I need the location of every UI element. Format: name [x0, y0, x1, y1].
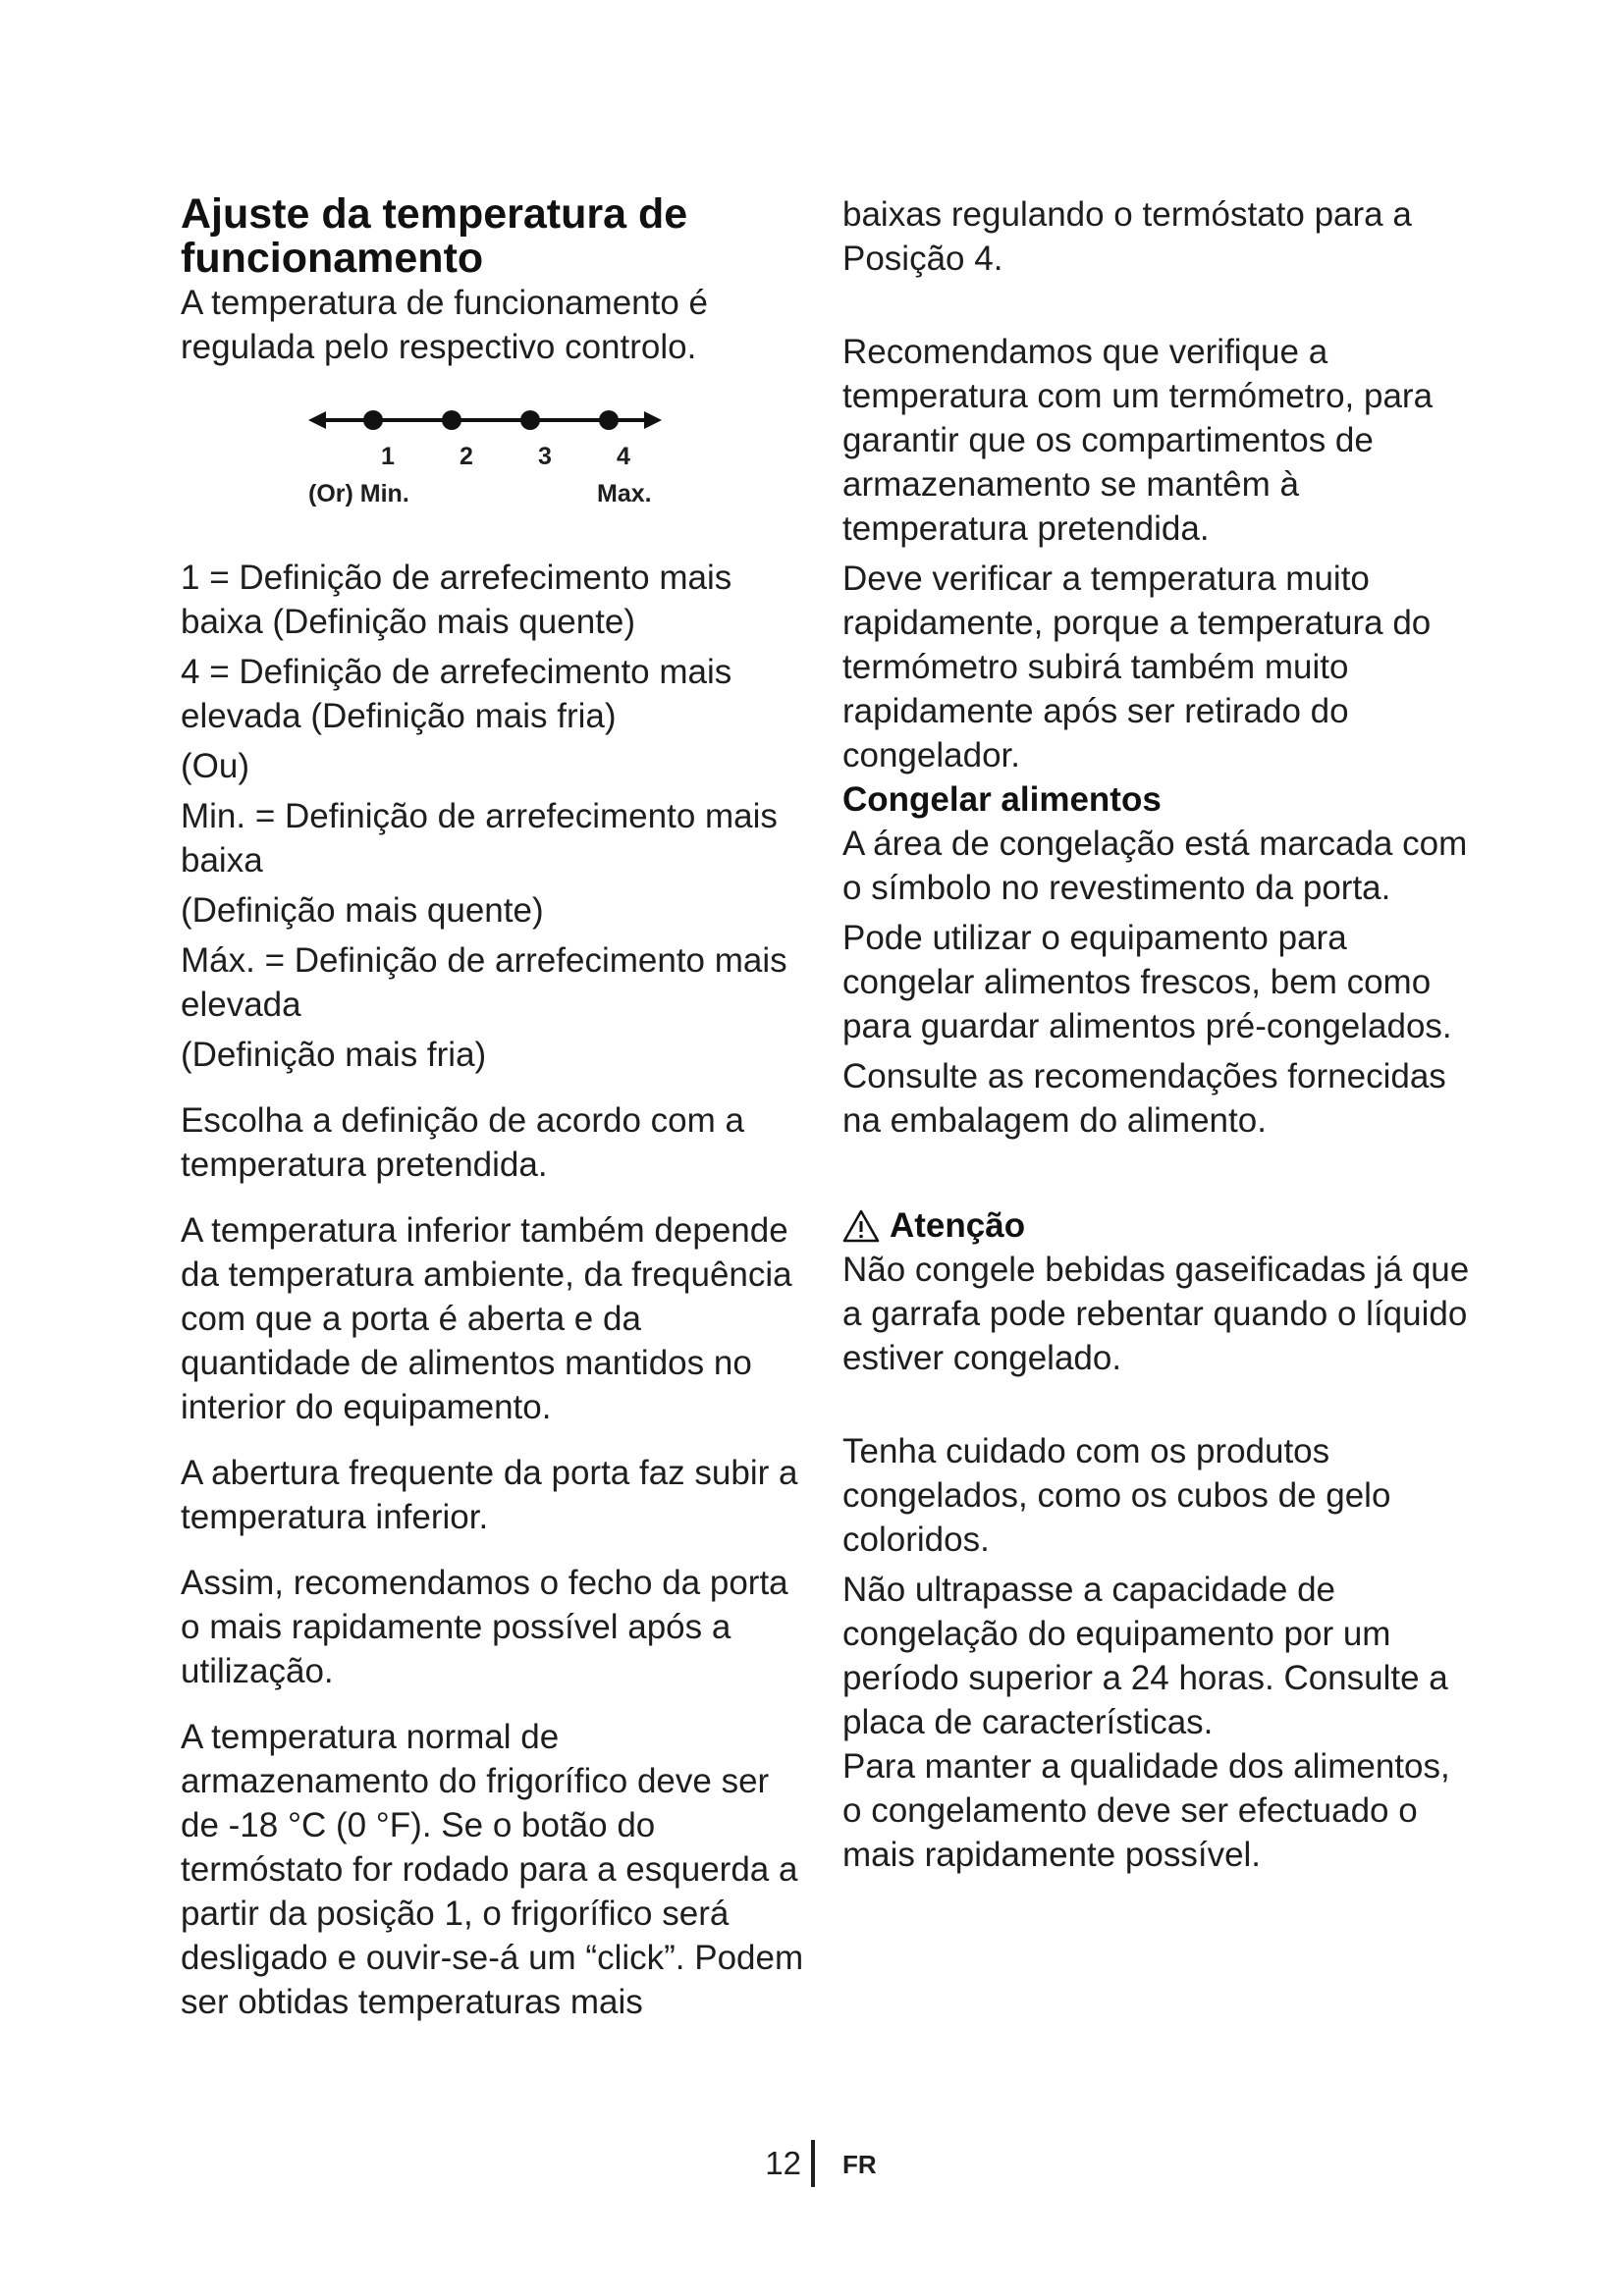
warning-paragraph: Não congele bebidas gaseificadas já que a garrafa pode rebentar quando o líquido estiver congelado. [842, 1251, 1470, 1377]
language-code: FR [842, 2150, 877, 2179]
consult-package-paragraph: Consulte as recomendações fornecidas na embalagem do alimento. [842, 1057, 1446, 1140]
thermostat-scale-diagram [181, 369, 809, 556]
section-heading: Ajuste da temperatura de funcionamento [181, 190, 688, 282]
min-definition: Min. = Definição de arrefecimento mais baixa [181, 797, 778, 880]
thermometer-paragraph: Recomendamos que verifique a temperatura com um termómetro, para garantir que os compartimentos de armazenamento se mantêm à temperatura pretendida. [842, 333, 1434, 548]
max-definition-note: (Definição mais fria) [181, 1036, 487, 1074]
lower-temperature-paragraph: A temperatura inferior também depende da temperatura ambiente, da frequência com que a porta é aberta e da quantidade de alimentos mantidos no interior do equipamento. [181, 1211, 792, 1426]
warning-triangle-icon [842, 1209, 880, 1243]
freeze-area-paragraph: A área de congelação está marcada com o símbolo no revestimento da porta. [842, 825, 1468, 907]
page-number: 12 [765, 2145, 801, 2181]
min-definition-note: (Definição mais quente) [181, 891, 544, 930]
page-footer [0, 2140, 1624, 2189]
scale-number-1: 1 [381, 443, 395, 470]
check-fast-paragraph: Deve verificar a temperatura muito rapidamente, porque a temperatura do termómetro subirá também muito rapidamente após ser retirado do congelador. [842, 560, 1432, 774]
definition-4: 4 = Definição de arrefecimento mais elevada (Definição mais fria) [181, 653, 732, 735]
freeze-use-paragraph: Pode utilizar o equipamento para congelar alimentos frescos, bem como para guardar alimentos pré-congelados. [842, 919, 1452, 1045]
freeze-food-heading: Congelar alimentos [842, 780, 1162, 819]
right-column [842, 192, 1471, 1877]
definition-1: 1 = Definição de arrefecimento mais baixa (Definição mais quente) [181, 559, 732, 641]
max-definition: Máx. = Definição de arrefecimento mais elevada [181, 941, 787, 1024]
footer-divider [811, 2140, 815, 2187]
scale-number-3: 3 [538, 443, 552, 470]
warning-heading-row [842, 1203, 1471, 1248]
left-column [181, 192, 809, 2024]
intro-paragraph: A temperatura de funcionamento é regulada pelo respectivo controlo. [181, 284, 709, 366]
choose-paragraph: Escolha a definição de acordo com a temperatura pretendida. [181, 1101, 744, 1184]
thermostat-scale-line [308, 400, 662, 440]
scale-number-4: 4 [617, 443, 630, 470]
normal-temperature-paragraph: A temperatura normal de armazenamento do frigorífico deve ser de -18 °C (0 °F). Se o botão do termóstato for rodado para a esquerda a partir da posição 1, o frigorífico será desligado e ouvir-se-á um “click”. Podem ser obtidas temperaturas mais [181, 1718, 804, 2021]
capacity-paragraph: Não ultrapasse a capacidade de congelação do equipamento por um período superior a 24 horas. Consulte a placa de características. [842, 1571, 1448, 1741]
frequent-opening-paragraph: A abertura frequente da porta faz subir a temperatura inferior. [181, 1454, 798, 1536]
continuation-paragraph: baixas regulando o termóstato para a Posição 4. [842, 195, 1412, 278]
scale-min-label: (Or) Min. [308, 480, 409, 507]
careful-paragraph: Tenha cuidado com os produtos congelados, como os cubos de gelo coloridos. [842, 1432, 1391, 1559]
scale-max-label: Max. [597, 480, 652, 507]
close-door-paragraph: Assim, recomendamos o fecho da porta o mais rapidamente possível após a utilização. [181, 1564, 788, 1690]
warning-heading: Atenção [890, 1206, 1026, 1245]
quality-paragraph: Para manter a qualidade dos alimentos, o congelamento deve ser efectuado o mais rapidamente possível. [842, 1747, 1450, 1874]
scale-number-2: 2 [460, 443, 473, 470]
or-text: (Ou) [181, 747, 249, 785]
